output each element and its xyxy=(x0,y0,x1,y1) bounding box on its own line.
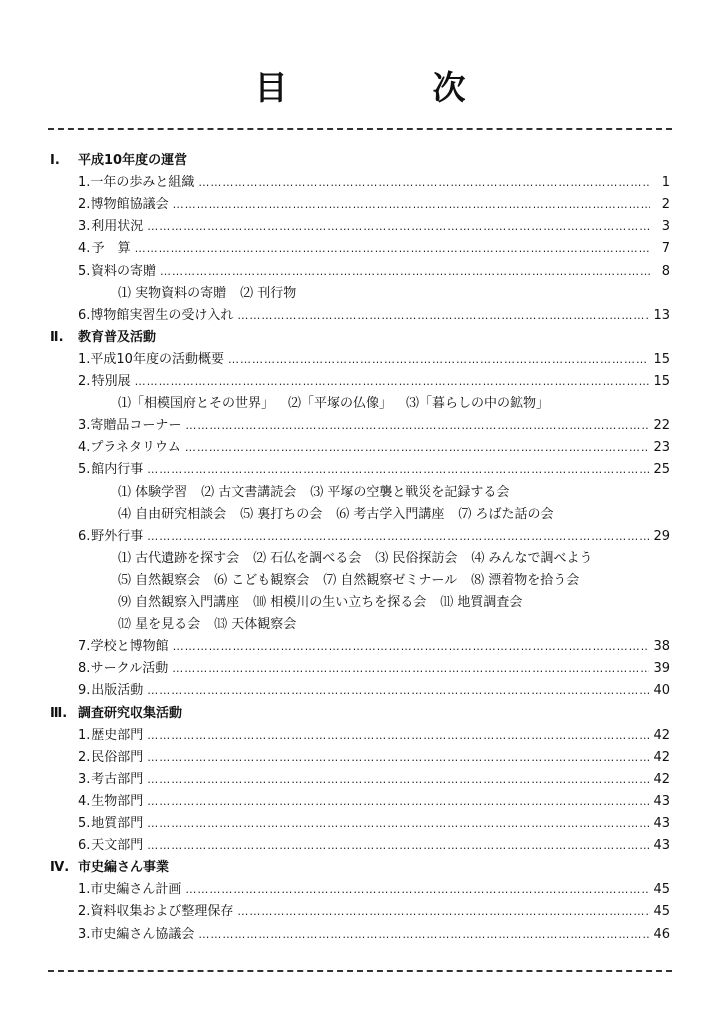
page-number: 39 xyxy=(653,661,670,677)
toc-item xyxy=(78,371,670,393)
sub-entries xyxy=(118,393,670,415)
dot-leader xyxy=(237,305,649,327)
section-number: Ⅳ. xyxy=(50,860,70,876)
item-label: 野外行事 xyxy=(91,528,144,544)
dot-leader xyxy=(135,371,650,393)
toc-item xyxy=(78,459,670,481)
toc-entry xyxy=(0,725,720,747)
item-label: サークル活動 xyxy=(90,661,169,677)
page-number: 42 xyxy=(653,771,670,787)
dot-leader xyxy=(147,526,649,548)
sub-entry: ⑴ 実物資料の寄贈 xyxy=(118,285,227,301)
toc-item xyxy=(78,791,670,813)
item-label: 地質部門 xyxy=(91,816,144,831)
sub-entry-line xyxy=(0,592,720,614)
sub-entry: ⑺ 自然観察ゼミナール xyxy=(323,572,458,588)
sub-entry: ⒀ 天体観察会 xyxy=(214,617,297,633)
item-number: 6. xyxy=(78,838,91,854)
page-number: 38 xyxy=(653,639,670,655)
sub-entries xyxy=(118,482,670,504)
toc-entry xyxy=(0,924,720,946)
toc-item xyxy=(78,725,670,747)
toc-item xyxy=(78,813,670,835)
item-label: 寄贈品コーナー xyxy=(90,418,182,434)
toc-item xyxy=(78,194,670,216)
toc-entry xyxy=(0,415,720,437)
sub-entry: ⑹ 考古学入門講座 xyxy=(336,506,445,522)
item-label: 学校と博物館 xyxy=(90,639,169,655)
item-number: 2. xyxy=(78,749,91,765)
sub-entry: ⑸ 自然観察会 xyxy=(118,572,201,588)
toc-item xyxy=(78,680,670,702)
dot-leader xyxy=(185,415,649,437)
toc-entry xyxy=(0,437,720,459)
bottom-divider xyxy=(48,970,672,972)
item-number: 1. xyxy=(78,727,91,743)
page-number: 2 xyxy=(661,197,670,213)
item-label: 資料の寄贈 xyxy=(90,263,156,279)
section-label: 教育普及活動 xyxy=(78,329,157,345)
toc-entry xyxy=(0,680,720,702)
toc-entry xyxy=(0,526,720,548)
page-number: 46 xyxy=(653,926,670,942)
sub-entry-line xyxy=(0,482,720,504)
page-number: 43 xyxy=(653,838,670,854)
item-label: 平成10年度の活動概要 xyxy=(90,351,224,367)
sub-entry: ⑷ 自由研究相談会 xyxy=(118,506,227,522)
sub-entry: ⑶ 民俗探訪会 xyxy=(375,550,458,566)
item-label: 歴史部門 xyxy=(91,727,144,743)
toc-entry xyxy=(0,658,720,680)
page-number: 7 xyxy=(661,241,670,257)
dot-leader xyxy=(228,349,650,371)
section-number: Ⅰ. xyxy=(50,153,60,168)
sub-entry: ⑵ 刊行物 xyxy=(240,285,297,301)
item-number: 3. xyxy=(78,418,91,434)
section-heading xyxy=(50,327,156,349)
sub-entries xyxy=(118,614,670,636)
item-label: 出版活動 xyxy=(91,683,144,699)
top-divider xyxy=(48,128,672,130)
item-number: 2. xyxy=(78,904,91,920)
sub-entry-line xyxy=(0,393,720,415)
dot-leader xyxy=(147,813,649,835)
item-label: 博物館実習生の受け入れ xyxy=(90,307,234,323)
sub-entry-line xyxy=(0,283,720,305)
toc-item xyxy=(78,526,670,548)
toc-item xyxy=(78,769,670,791)
page-number: 43 xyxy=(653,816,670,831)
page-number: 29 xyxy=(653,528,670,544)
dot-leader xyxy=(185,437,650,459)
toc-section xyxy=(0,703,720,725)
toc-item xyxy=(78,747,670,769)
sub-entry-line xyxy=(0,548,720,570)
page-number: 1 xyxy=(661,175,670,191)
item-number: 1. xyxy=(78,351,91,367)
item-number: 8. xyxy=(78,661,91,677)
section-number: Ⅱ. xyxy=(50,329,64,345)
toc-item xyxy=(78,901,670,923)
sub-entry: ⑻ 漂着物を拾う会 xyxy=(471,572,580,588)
section-heading xyxy=(50,150,187,172)
item-label: 博物館協議会 xyxy=(90,197,169,213)
item-label: プラネタリウム xyxy=(90,440,181,456)
toc-entry xyxy=(0,747,720,769)
toc-item xyxy=(78,437,670,459)
toc-item xyxy=(78,349,670,371)
dot-leader xyxy=(147,835,649,857)
dot-leader xyxy=(172,658,649,680)
page-number: 15 xyxy=(653,374,670,389)
item-number: 3. xyxy=(78,219,91,235)
dot-leader xyxy=(173,194,650,216)
item-number: 5. xyxy=(78,263,91,279)
toc-item xyxy=(78,835,670,857)
toc-entry xyxy=(0,459,720,481)
item-number: 1. xyxy=(78,882,91,898)
sub-entry: ⑿ 星を見る会 xyxy=(118,617,201,633)
toc-entry xyxy=(0,636,720,658)
sub-entry: ⑵ 古文書講読会 xyxy=(201,484,297,500)
item-number: 4. xyxy=(78,440,91,456)
item-number: 7. xyxy=(78,639,91,655)
dot-leader xyxy=(147,459,649,481)
sub-entry: ⑷ みんなで調べよう xyxy=(471,550,593,566)
item-number: 3. xyxy=(78,926,91,942)
sub-entry-line xyxy=(0,614,720,636)
item-label: 利用状況 xyxy=(91,219,144,235)
toc-entry xyxy=(0,349,720,371)
item-label: 予 算 xyxy=(91,241,131,257)
item-number: 6. xyxy=(78,307,91,323)
dot-leader xyxy=(160,261,650,283)
toc-item xyxy=(78,879,670,901)
toc-entry xyxy=(0,238,720,260)
section-number: Ⅲ. xyxy=(50,705,68,721)
dot-leader xyxy=(173,636,650,658)
sub-entries xyxy=(118,283,670,305)
item-label: 一年の歩みと組織 xyxy=(90,175,195,191)
dot-leader xyxy=(198,924,649,946)
sub-entry: ⑵ 石仏を調べる会 xyxy=(253,550,362,566)
dot-leader xyxy=(147,769,649,791)
toc-item xyxy=(78,238,670,260)
sub-entry: ⑺ ろばた話の会 xyxy=(458,506,554,522)
toc-section xyxy=(0,150,720,172)
dot-leader xyxy=(147,216,650,238)
item-number: 6. xyxy=(78,528,91,544)
toc-entry xyxy=(0,879,720,901)
toc-entry xyxy=(0,769,720,791)
item-label: 民俗部門 xyxy=(91,749,144,765)
page-number: 15 xyxy=(653,351,670,367)
item-number: 4. xyxy=(78,241,91,257)
page-number: 45 xyxy=(653,904,670,920)
item-number: 3. xyxy=(78,771,91,787)
item-label: 考古部門 xyxy=(91,771,144,787)
sub-entry: ⑴ 古代遺跡を探す会 xyxy=(118,550,240,566)
item-number: 5. xyxy=(78,816,91,831)
sub-entry: ⑹ こども観察会 xyxy=(214,572,310,588)
sub-entries xyxy=(118,504,670,526)
dot-leader xyxy=(147,680,649,702)
sub-entry: ⑼ 自然観察入門講座 xyxy=(118,595,240,610)
sub-entry-line xyxy=(0,570,720,592)
section-label: 市史編さん事業 xyxy=(78,860,170,876)
page-number: 40 xyxy=(653,683,670,699)
sub-entry: ⑶ 平塚の空襲と戦災を記録する会 xyxy=(310,484,510,500)
sub-entries xyxy=(118,570,670,592)
section-heading xyxy=(50,857,169,879)
toc-entry xyxy=(0,371,720,393)
page-number: 22 xyxy=(653,418,670,434)
item-label: 特別展 xyxy=(91,374,131,389)
section-label: 平成10年度の運営 xyxy=(78,153,188,168)
sub-entry: ⑽ 相模川の生い立ちを探る会 xyxy=(253,595,427,610)
page-number: 43 xyxy=(653,793,670,809)
item-number: 5. xyxy=(78,462,91,478)
toc-entry xyxy=(0,901,720,923)
sub-entry: ⑵「平塚の仏像」 xyxy=(288,396,393,412)
toc-section xyxy=(0,857,720,879)
sub-entry: ⑶「暮らしの中の鉱物」 xyxy=(406,396,550,412)
toc-entry xyxy=(0,813,720,835)
item-number: 2. xyxy=(78,374,91,389)
toc-entry xyxy=(0,194,720,216)
item-label: 資料収集および整理保存 xyxy=(90,904,234,920)
toc-item xyxy=(78,924,670,946)
toc-entry xyxy=(0,216,720,238)
toc-item xyxy=(78,172,670,194)
sub-entry-line xyxy=(0,504,720,526)
item-number: 1. xyxy=(78,175,91,191)
toc-item xyxy=(78,261,670,283)
page-number: 25 xyxy=(653,462,670,478)
sub-entries xyxy=(118,548,670,570)
section-heading xyxy=(50,703,182,725)
page-number: 45 xyxy=(653,882,670,898)
dot-leader xyxy=(147,791,649,813)
section-label: 調査研究収集活動 xyxy=(78,705,183,721)
toc-item xyxy=(78,658,670,680)
page-number: 3 xyxy=(661,219,670,235)
page-number: 23 xyxy=(653,440,670,456)
item-number: 4. xyxy=(78,793,91,809)
toc-entry xyxy=(0,172,720,194)
item-label: 天文部門 xyxy=(91,838,144,854)
toc-section xyxy=(0,327,720,349)
toc-item xyxy=(78,415,670,437)
item-label: 生物部門 xyxy=(91,793,144,809)
dot-leader xyxy=(185,879,649,901)
toc-entry xyxy=(0,261,720,283)
page-number: 13 xyxy=(653,307,670,323)
page-title: 目 次 xyxy=(254,68,522,107)
sub-entry: ⑸ 裏打ちの会 xyxy=(240,506,323,522)
toc-entry xyxy=(0,791,720,813)
toc-item xyxy=(78,305,670,327)
item-number: 2. xyxy=(78,197,91,213)
dot-leader xyxy=(237,901,649,923)
dot-leader xyxy=(198,172,650,194)
item-label: 館内行事 xyxy=(91,462,144,478)
item-label: 市史編さん協議会 xyxy=(90,926,195,942)
toc-entry xyxy=(0,305,720,327)
item-number: 9. xyxy=(78,683,91,699)
page-number: 42 xyxy=(653,749,670,765)
sub-entry: ⑴「相模国府とその世界」 xyxy=(118,396,275,412)
dot-leader xyxy=(147,747,649,769)
item-label: 市史編さん計画 xyxy=(90,882,182,898)
sub-entry: ⑾ 地質調査会 xyxy=(440,595,523,610)
toc-entry xyxy=(0,835,720,857)
sub-entries xyxy=(118,592,670,614)
toc-item xyxy=(78,636,670,658)
dot-leader xyxy=(135,238,650,260)
page-number: 8 xyxy=(661,263,670,279)
page-number: 42 xyxy=(653,727,670,743)
toc-item xyxy=(78,216,670,238)
dot-leader xyxy=(147,725,649,747)
sub-entry: ⑴ 体験学習 xyxy=(118,484,188,500)
